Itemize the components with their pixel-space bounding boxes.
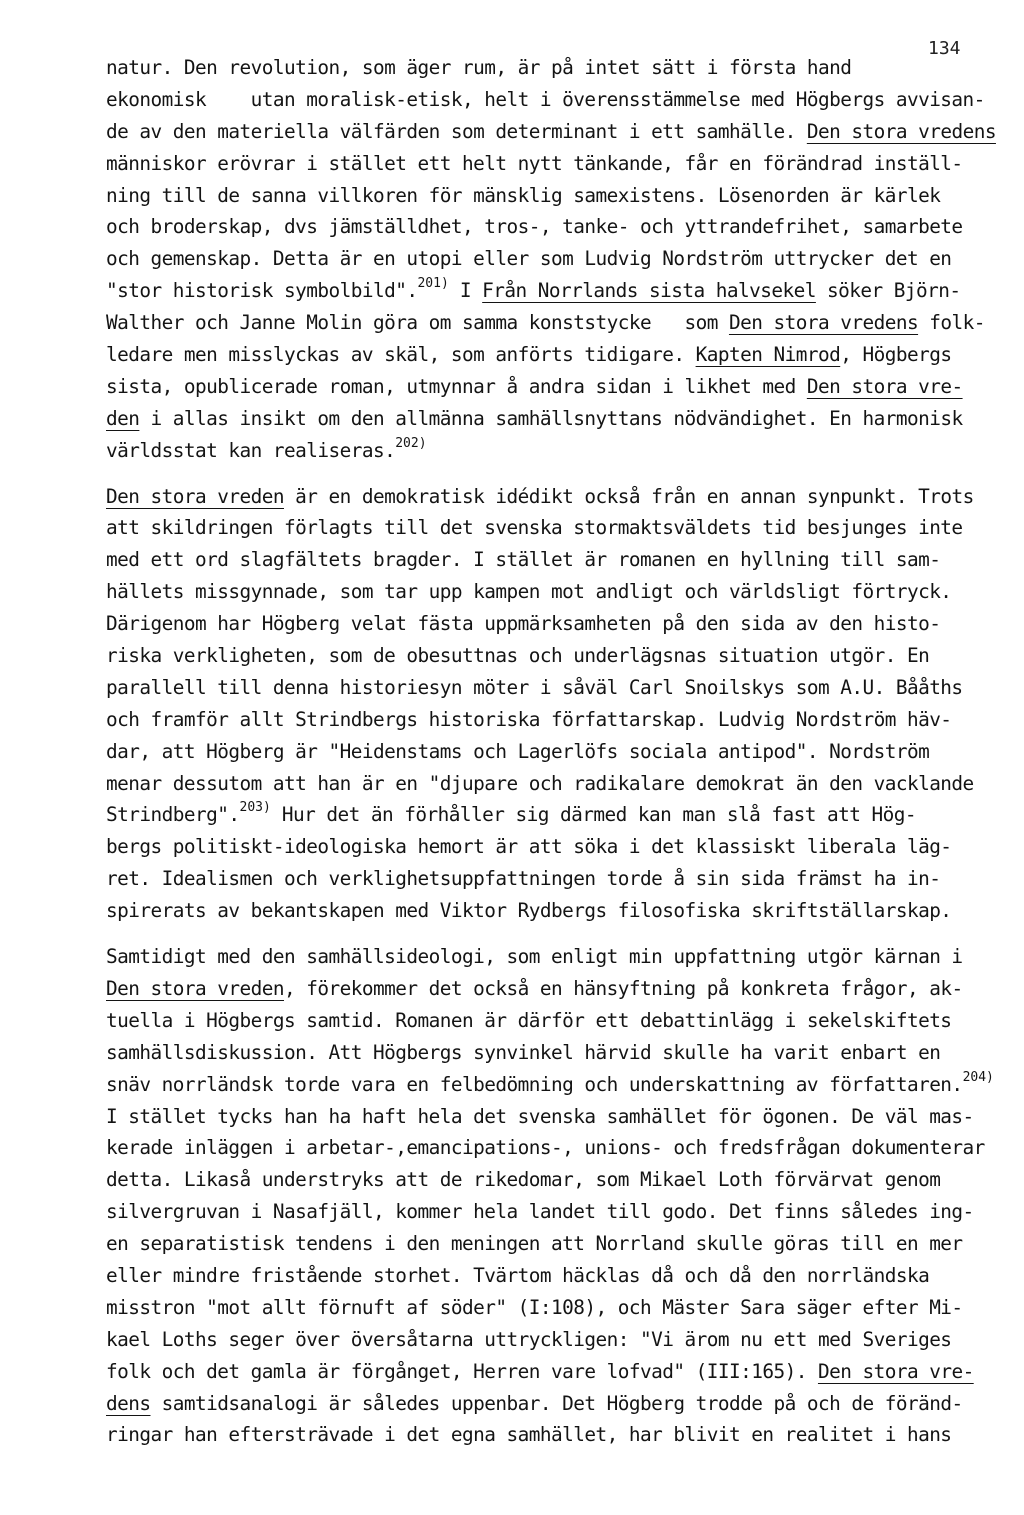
text-line <box>106 640 986 672</box>
paragraph <box>106 52 996 467</box>
text-segment: Hur det än förhåller sig därmed kan man slå fast att Hög- <box>270 803 917 827</box>
text-line <box>106 1292 986 1324</box>
text-line <box>106 1388 986 1420</box>
text-segment: att skildringen förlagts till det svenska stormaktsväldets tid besjunges inte <box>106 516 963 540</box>
paragraph <box>106 941 994 1451</box>
text-line <box>106 1356 986 1388</box>
text-segment: silvergruvan i Nasafjäll, kommer hela landet till godo. Det finns således ing- <box>106 1200 974 1224</box>
footnote-ref: 202) <box>395 435 427 451</box>
text-line <box>106 895 986 927</box>
text-segment: detta. Likaså understryks att de rikedomar, som Mikael Loth förvärvat genom <box>106 1168 941 1192</box>
text-line <box>106 180 986 212</box>
underlined-title: Den stora vreden <box>106 484 284 508</box>
text-segment: samtidsanalogi är således uppenbar. Det Högberg trodde på och de föränd- <box>150 1391 963 1415</box>
paragraph <box>106 481 986 927</box>
text-segment: I <box>448 279 483 303</box>
text-segment: ret. Idealismen och verklighetsuppfattningen torde å sin sida främst ha in- <box>106 867 941 891</box>
text-segment: Walther och Janne Molin göra om samma konststycke som <box>106 311 729 335</box>
text-segment: och broderskap, dvs jämställdhet, tros-, tanke- och yttrandefrihet, samarbete <box>106 215 963 239</box>
text-segment: misstron "mot allt förnuft af söder" (I:108), och Mäster Sara säger efter Mi- <box>106 1295 963 1319</box>
text-segment: och gemenskap. Detta är en utopi eller som Ludvig Nordström uttrycker det en <box>106 247 952 271</box>
text-segment: tuella i Högbergs samtid. Romanen är därför ett debattinlägg i sekelskiftets <box>106 1008 952 1032</box>
text-line <box>106 1069 994 1101</box>
footnote-ref: 203) <box>239 800 271 816</box>
text-line <box>106 275 986 307</box>
text-segment: spirerats av bekantskapen med Viktor Rydbergs filosofiska skriftställarskap. <box>106 899 952 923</box>
text-segment: samhällsdiskussion. Att Högbergs synvinkel härvid skulle ha varit enbart en <box>106 1040 941 1064</box>
text-line <box>106 831 986 863</box>
footnote-ref: 204) <box>962 1069 994 1085</box>
text-segment: ledare men misslyckas av skäl, som anförts tidigare. <box>106 343 696 367</box>
text-line <box>106 1005 986 1037</box>
text-segment: folk och det gamla är förgånget, Herren vare lofvad" (III:165). <box>106 1359 818 1383</box>
text-segment: snäv norrländsk torde vara en felbedömning och underskattning av författaren. <box>106 1072 963 1096</box>
text-line <box>106 1132 986 1164</box>
text-line <box>106 863 986 895</box>
text-segment: kael Loths seger över översåtarna uttryckligen: "Vi ärom nu ett med Sveriges <box>106 1327 952 1351</box>
text-segment: , förekommer det också en hänsyftning på konkreta frågor, ak- <box>284 976 963 1000</box>
text-line <box>106 941 986 973</box>
text-line <box>106 768 986 800</box>
text-segment: "stor historisk symbolbild". <box>106 279 418 303</box>
page-number: 134 <box>928 38 961 59</box>
text-segment: med ett ord slagfältets bragder. I stället är romanen en hyllning till sam- <box>106 548 941 572</box>
underlined-title: Den stora vredens <box>728 311 919 335</box>
text-line <box>106 1196 986 1228</box>
text-line <box>106 148 986 180</box>
text-line <box>106 1164 986 1196</box>
text-line <box>106 435 986 467</box>
text-line <box>106 211 986 243</box>
text-segment: riska verkligheten, som de obesuttnas och underlägsnas situation utgör. En <box>106 644 930 668</box>
text-segment: dar, att Högberg är "Heidenstams och Lagerlöfs sociala antipod". Nordström <box>106 739 930 763</box>
text-line <box>106 1419 986 1451</box>
text-segment: folk- <box>918 311 985 335</box>
text-line <box>106 1260 986 1292</box>
text-segment: Samtidigt med den samhällsideologi, som enligt min uppfattning utgör kärnan i <box>106 945 963 969</box>
text-line <box>106 973 986 1005</box>
text-segment: människor erövrar i stället ett helt nytt tänkande, får en förändrad inställ- <box>106 151 963 175</box>
underlined-title: Den stora vredens <box>806 119 996 143</box>
text-segment: sista, opublicerade roman, utmynnar å andra sidan i likhet med <box>106 374 807 398</box>
text-segment: är en demokratisk idédikt också från en annan synpunkt. Trots <box>284 484 974 508</box>
text-line <box>106 1101 986 1133</box>
underlined-title: Den stora vre- <box>817 1359 974 1383</box>
text-segment: världsstat kan realiseras. <box>106 438 396 462</box>
underlined-title: Kapten Nimrod <box>695 343 841 367</box>
text-segment: eller mindre fristående storhet. Tvärtom häcklas då och då den norrländska <box>106 1263 930 1287</box>
text-line <box>106 512 986 544</box>
text-line <box>106 544 986 576</box>
text-segment: de av den materiella välfärden som determinant i ett samhälle. <box>106 119 807 143</box>
text-segment: en separatistisk tendens i den meningen att Norrland skulle göras till en mer <box>106 1232 963 1256</box>
text-segment: i allas insikt om den allmänna samhällsnyttans nödvändighet. En harmonisk <box>139 406 963 430</box>
text-line <box>106 1228 986 1260</box>
text-line <box>106 1324 986 1356</box>
text-segment: söker Björn- <box>815 279 961 303</box>
text-line <box>106 608 986 640</box>
text-segment: menar dessutom att han är en "djupare och radikalare demokrat än den vacklande <box>106 771 974 795</box>
text-segment: Därigenom har Högberg velat fästa uppmärksamheten på den sida av den histo- <box>106 612 941 636</box>
text-line <box>106 403 986 435</box>
underlined-title: dens <box>106 1391 151 1415</box>
text-line <box>106 672 986 704</box>
text-segment: och framför allt Strindbergs historiska författarskap. Ludvig Nordström häv- <box>106 707 952 731</box>
underlined-title: Den stora vreden <box>106 976 284 1000</box>
text-segment: parallell till denna historiesyn möter i såväl Carl Snoilskys som A.U. Bååths <box>106 675 963 699</box>
text-line <box>106 1037 986 1069</box>
text-line <box>106 84 986 116</box>
underlined-title: Den stora vre- <box>806 374 963 398</box>
underlined-title: Från Norrlands sista halvsekel <box>482 279 816 303</box>
text-line <box>106 52 986 84</box>
text-line <box>106 704 986 736</box>
text-segment: bergs politiskt-ideologiska hemort är att söka i det klassiskt liberala läg- <box>106 835 952 859</box>
footnote-ref: 201) <box>417 276 449 292</box>
text-line <box>106 339 986 371</box>
text-line <box>106 243 986 275</box>
text-segment: hällets missgynnade, som tar upp kampen mot andligt och världsligt förtryck. <box>106 580 952 604</box>
body-text <box>106 52 996 1465</box>
text-line <box>106 576 986 608</box>
text-segment: ekonomisk utan moralisk-etisk, helt i överensstämmelse med Högbergs avvisan- <box>106 87 985 111</box>
text-segment: I stället tycks han ha haft hela det svenska samhället för ögonen. De väl mas- <box>106 1104 974 1128</box>
text-line <box>106 481 986 513</box>
text-segment: ringar han eftersträvade i det egna samhället, har blivit en realitet i hans <box>106 1423 952 1447</box>
text-segment: kerade inläggen i arbetar-,emancipations-, unions- och fredsfrågan dokumenterar <box>106 1136 985 1160</box>
text-line <box>106 736 986 768</box>
text-line <box>106 307 986 339</box>
text-segment: ning till de sanna villkoren för mänsklig samexistens. Lösenorden är kärlek <box>106 183 941 207</box>
text-segment: natur. Den revolution, som äger rum, är på intet sätt i första hand <box>106 56 852 79</box>
text-line <box>106 116 996 148</box>
text-line <box>106 371 986 403</box>
text-segment: , Högbergs <box>840 343 952 367</box>
underlined-title: den <box>106 406 140 430</box>
text-line <box>106 799 986 831</box>
text-segment: Strindberg". <box>106 803 240 827</box>
